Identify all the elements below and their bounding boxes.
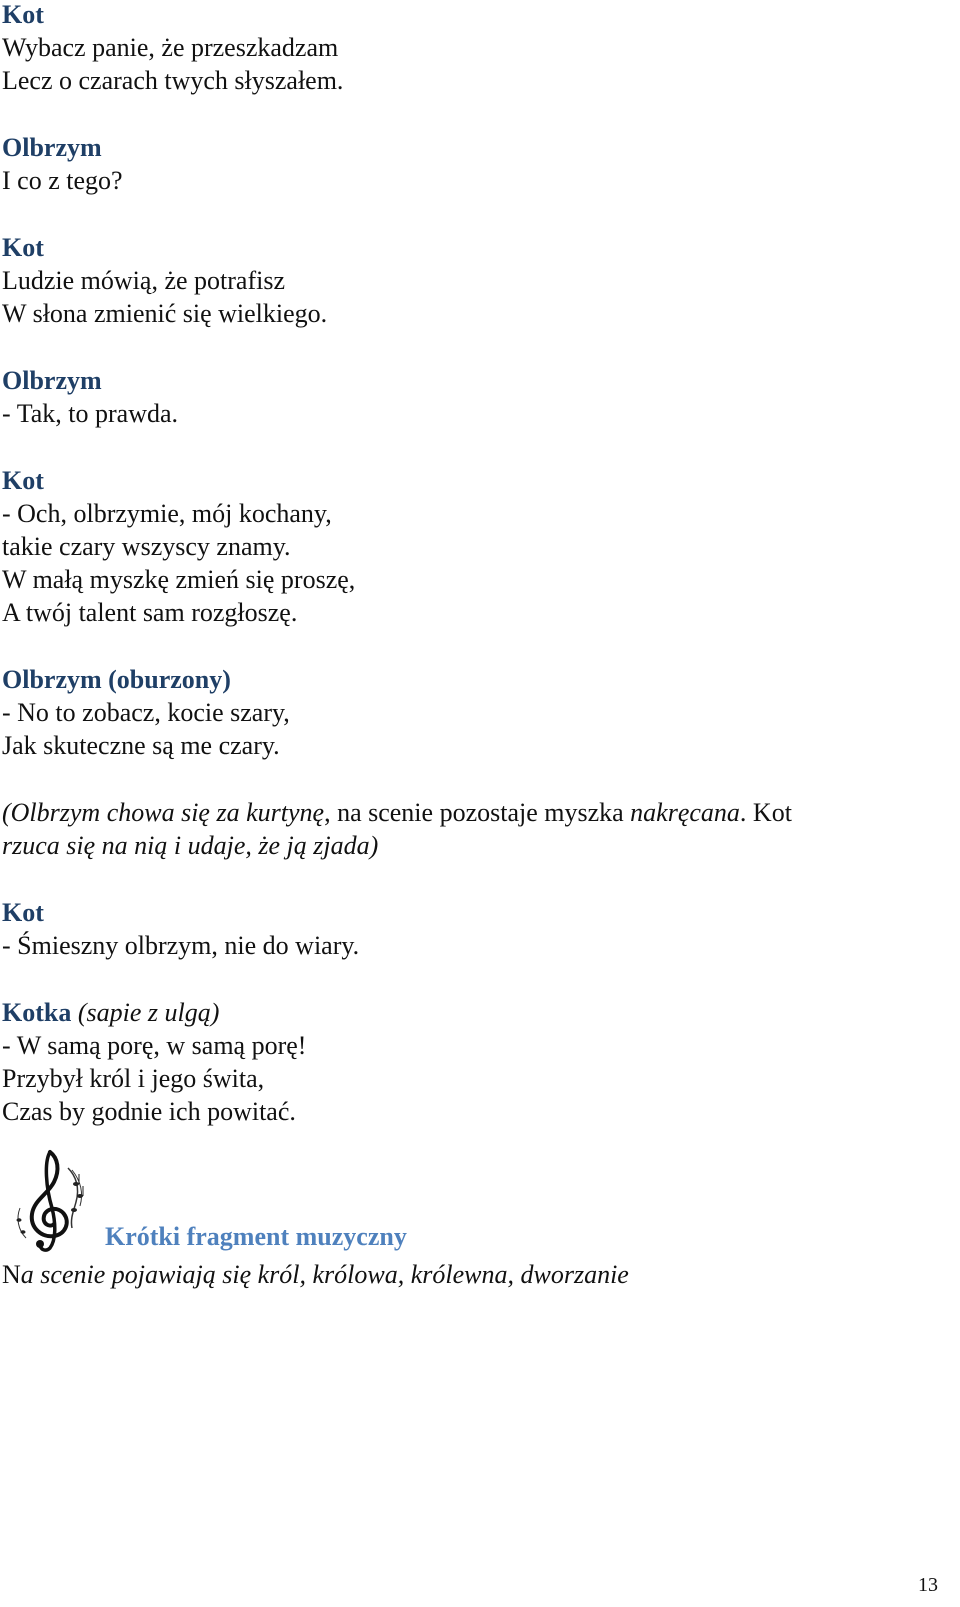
dialogue-line: I co z tego?	[2, 166, 123, 195]
dialogue-block	[2, 663, 942, 762]
dialogue-block	[2, 996, 942, 1128]
dialogue-line: Przybył król i jego świta,	[2, 1064, 265, 1093]
stage-direction-text: rzuca się na nią i udaje, że ją zjada)	[2, 831, 379, 860]
dialogue-line: - Śmieszny olbrzym, nie do wiary.	[2, 931, 360, 960]
page-number: 13	[918, 1574, 938, 1596]
dialogue-block	[2, 231, 942, 330]
dialogue-line: Wybacz panie, że przeszkadzam	[2, 33, 339, 62]
stage-note-text: a scenie pojawiają się król, królowa, królewna, dworzanie	[20, 1260, 629, 1289]
speaker-name: Kotka	[2, 998, 72, 1027]
dialogue-line: - W samą porę, w samą porę!	[2, 1031, 307, 1060]
dialogue-line: Ludzie mówią, że potrafisz	[2, 266, 285, 295]
dialogue-block	[2, 364, 942, 430]
speaker-name: Olbrzym	[2, 133, 102, 162]
speaker-name: Kot	[2, 898, 44, 927]
dialogue-line: - Och, olbrzymie, mój kochany,	[2, 499, 332, 528]
dialogue-line: - No to zobacz, kocie szary,	[2, 698, 290, 727]
speaker-name: Kot	[2, 233, 44, 262]
speaker-name: Kot	[2, 466, 44, 495]
script-page	[2, 0, 942, 1291]
dialogue-line: takie czary wszyscy znamy.	[2, 532, 291, 561]
dialogue-line: W słona zmienić się wielkiego.	[2, 299, 328, 328]
stage-direction-text: nakręcana	[630, 798, 740, 827]
music-title: Krótki fragment muzyczny	[105, 1222, 407, 1251]
speaker-name: Kot	[2, 0, 44, 29]
stage-note	[2, 1258, 942, 1291]
dialogue-line: W małą myszkę zmień się proszę,	[2, 565, 356, 594]
dialogue-block	[2, 896, 942, 962]
stage-direction-text: , na scenie pozostaje myszka	[324, 798, 631, 827]
treble-clef-icon	[10, 1148, 90, 1253]
dialogue-line: - Tak, to prawda.	[2, 399, 179, 428]
stage-direction-text: . Kot	[739, 798, 792, 827]
stage-direction	[2, 796, 942, 862]
dialogue-block	[2, 131, 942, 197]
music-section	[2, 1148, 942, 1258]
dialogue-block	[2, 0, 942, 97]
speaker-name: Olbrzym	[2, 366, 102, 395]
speaker-name: Olbrzym (oburzony)	[2, 665, 231, 694]
dialogue-line: A twój talent sam rozgłoszę.	[2, 598, 298, 627]
dialogue-line: Czas by godnie ich powitać.	[2, 1097, 296, 1126]
dialogue-line: Jak skuteczne są me czary.	[2, 731, 280, 760]
stage-direction-text: (Olbrzym chowa się za kurtynę	[2, 798, 325, 827]
dialogue-line: Lecz o czarach twych słyszałem.	[2, 66, 344, 95]
stage-note-initial: N	[2, 1260, 21, 1289]
dialogue-block	[2, 464, 942, 629]
speaker-aside: (sapie z ulgą)	[77, 998, 220, 1027]
